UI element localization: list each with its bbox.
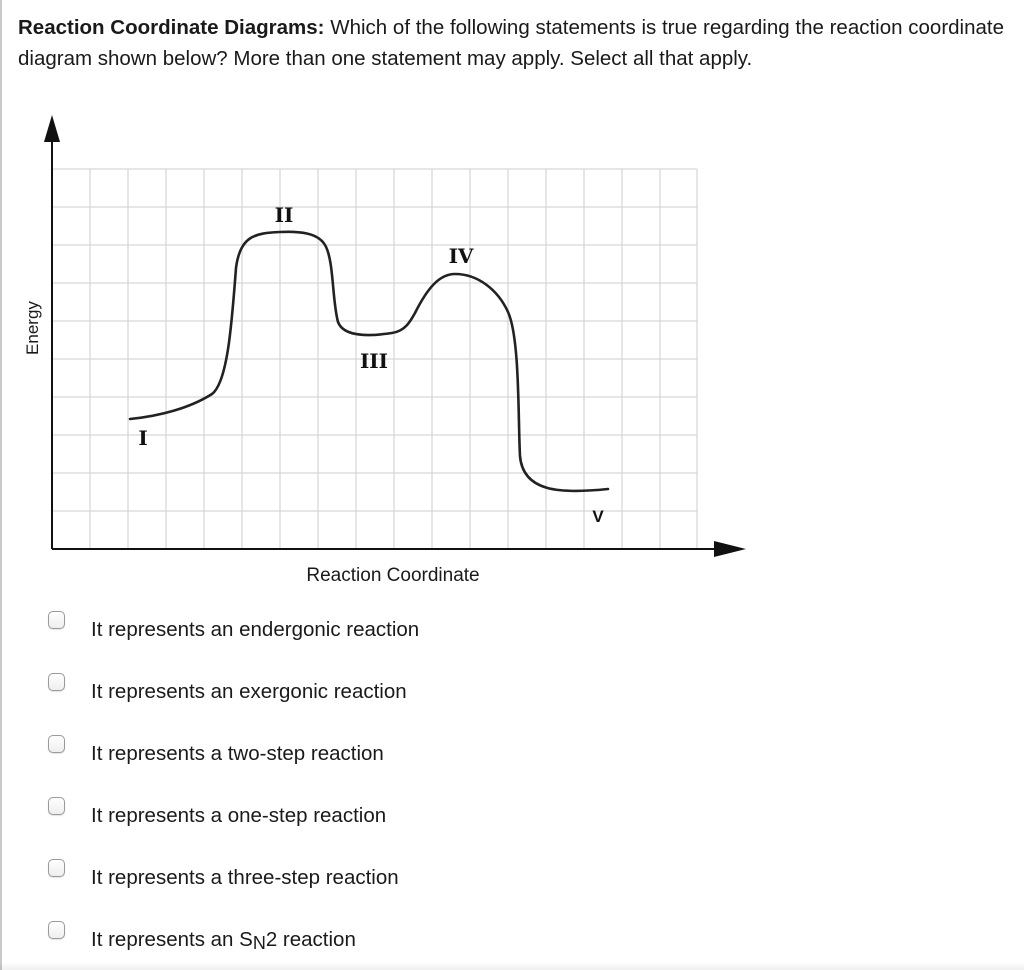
option-label[interactable]: It represents a one-step reaction — [91, 804, 387, 827]
option-label-prefix: It represents an S — [91, 928, 253, 951]
checkbox[interactable] — [48, 921, 65, 939]
checkbox[interactable] — [48, 859, 65, 877]
option-three-step[interactable] — [0, 851, 1024, 905]
option-one-step[interactable] — [0, 789, 1024, 843]
option-label[interactable]: It represents an exergonic reaction — [91, 680, 407, 703]
question-title-separator: : — [317, 16, 325, 39]
point-label-ii: II — [274, 203, 294, 227]
checkbox[interactable] — [48, 797, 65, 815]
checkbox[interactable] — [48, 735, 65, 753]
option-label[interactable]: It represents a three-step reaction — [91, 866, 399, 889]
option-two-step[interactable] — [0, 727, 1024, 781]
diagram-svg — [0, 100, 1024, 600]
checkbox[interactable] — [48, 611, 65, 629]
point-label-iv: IV — [448, 244, 474, 268]
question-title: Reaction Coordinate Diagrams — [18, 16, 318, 39]
x-axis-label: Reaction Coordinate — [306, 565, 480, 586]
bottom-shadow — [0, 962, 1024, 970]
point-label-iii: III — [359, 349, 389, 373]
option-sn2[interactable] — [0, 913, 1024, 967]
option-label[interactable]: It represents an endergonic reaction — [91, 618, 420, 641]
reaction-coordinate-diagram — [0, 100, 1024, 600]
option-exergonic[interactable] — [0, 665, 1024, 719]
point-label-v: V — [592, 507, 604, 526]
option-endergonic[interactable] — [0, 603, 1024, 657]
y-axis-label: Energy — [23, 301, 42, 355]
option-label[interactable] — [91, 927, 356, 953]
option-label-subscript: N — [252, 933, 266, 953]
option-label-suffix: 2 reaction — [265, 928, 356, 951]
question-text: Which of the following statements is true regarding the reaction coordinate diagram shown below? More than one statement may apply. Select all that apply. — [18, 16, 1004, 70]
checkbox[interactable] — [48, 673, 65, 691]
y-axis-arrow-icon — [44, 115, 60, 142]
x-axis-arrow-icon — [714, 541, 746, 557]
question-prompt — [18, 12, 1004, 74]
option-label[interactable]: It represents a two-step reaction — [91, 742, 384, 765]
point-label-i: I — [138, 426, 148, 450]
